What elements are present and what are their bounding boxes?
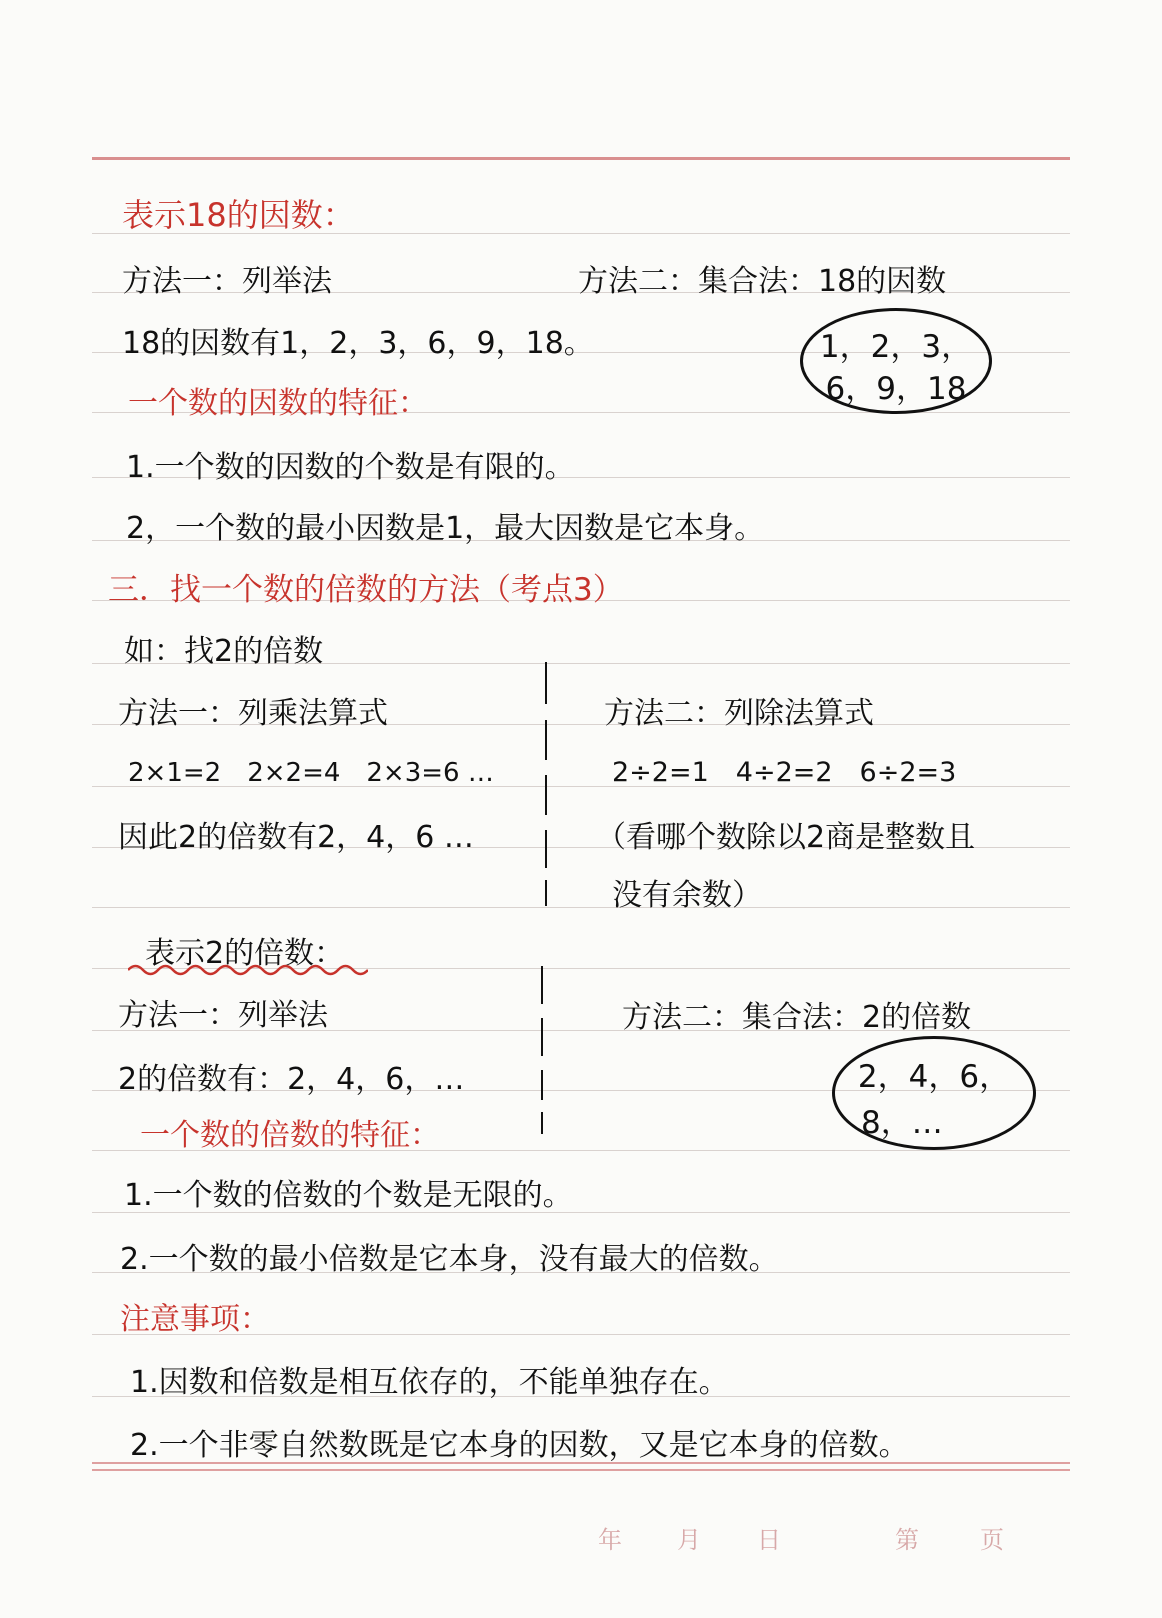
example-label: 如：找2的倍数 bbox=[124, 634, 324, 669]
divider-dash bbox=[545, 662, 547, 704]
heading-2-multiples: 表示2的倍数： bbox=[145, 936, 345, 971]
footer-month: 月 bbox=[677, 1526, 701, 1554]
heading-18-factors: 表示18的因数： bbox=[122, 196, 355, 234]
section-3-heading: 三．找一个数的倍数的方法（考点3） bbox=[108, 572, 624, 608]
multiply-method-title: 方法一：列乘法算式 bbox=[118, 696, 388, 731]
factors-listing: 18的因数有1，2，3，6，9，18。 bbox=[122, 326, 594, 361]
footer-year: 年 bbox=[598, 1526, 622, 1554]
multiple-trait-1: 1.一个数的倍数的个数是无限的。 bbox=[124, 1178, 573, 1213]
divider-dash bbox=[541, 1070, 543, 1100]
multiples-listing: 2的倍数有：2，4，6，… bbox=[118, 1062, 465, 1097]
divider-dash bbox=[541, 1018, 543, 1056]
factor-set-line1: 1，2，3， bbox=[819, 329, 973, 365]
ruled-line bbox=[92, 907, 1070, 908]
multiple-traits-heading: 一个数的倍数的特征： bbox=[140, 1118, 440, 1153]
notes-heading: 注意事项： bbox=[120, 1302, 270, 1337]
divider-dash bbox=[545, 880, 547, 906]
footer-page: 页 bbox=[980, 1526, 1004, 1554]
factor-trait-1: 1.一个数的因数的个数是有限的。 bbox=[126, 450, 575, 485]
multiples-method1-label: 方法一：列举法 bbox=[118, 998, 328, 1033]
factor-trait-2: 2，一个数的最小因数是1，最大因数是它本身。 bbox=[126, 511, 765, 546]
divide-equations: 2÷2=1 4÷2=2 6÷2=3 bbox=[612, 757, 957, 788]
method1-label: 方法一：列举法 bbox=[122, 264, 332, 299]
method2-label: 方法二：集合法：18的因数 bbox=[578, 264, 947, 299]
multiples-method2-label: 方法二：集合法：2的倍数 bbox=[622, 1000, 972, 1035]
factor-set-line2: 6，9，18 bbox=[825, 371, 967, 407]
note-1: 1.因数和倍数是相互依存的，不能单独存在。 bbox=[130, 1365, 729, 1400]
footer-day: 日 bbox=[757, 1526, 781, 1554]
factor-set-circle bbox=[800, 308, 992, 414]
multiple-trait-2: 2.一个数的最小倍数是它本身，没有最大的倍数。 bbox=[120, 1242, 779, 1277]
divider-dash bbox=[545, 830, 547, 868]
divider-dash bbox=[541, 966, 543, 1004]
note-2: 2.一个非零自然数既是它本身的因数，又是它本身的倍数。 bbox=[130, 1428, 909, 1463]
divide-note-line1: （看哪个数除以2商是整数且 bbox=[596, 820, 976, 855]
bottom-margin-line bbox=[92, 1469, 1070, 1471]
divider-dash bbox=[545, 720, 547, 760]
divide-method-title: 方法二：列除法算式 bbox=[604, 696, 874, 731]
multiple-set-line2: 8，… bbox=[861, 1105, 943, 1141]
divider-dash bbox=[541, 1112, 543, 1134]
multiple-set-line1: 2，4，6， bbox=[857, 1059, 1011, 1095]
multiply-equations: 2×1=2 2×2=4 2×3=6 … bbox=[128, 758, 494, 788]
top-margin-line bbox=[92, 157, 1070, 160]
multiple-set-circle bbox=[832, 1036, 1036, 1150]
factor-traits-heading: 一个数的因数的特征： bbox=[128, 386, 428, 421]
divide-note-line2: 没有余数） bbox=[612, 878, 762, 913]
divider-dash bbox=[545, 775, 547, 815]
multiply-conclusion: 因此2的倍数有2，4，6 … bbox=[118, 820, 474, 855]
wavy-underline bbox=[128, 962, 368, 978]
footer-di: 第 bbox=[895, 1526, 919, 1554]
